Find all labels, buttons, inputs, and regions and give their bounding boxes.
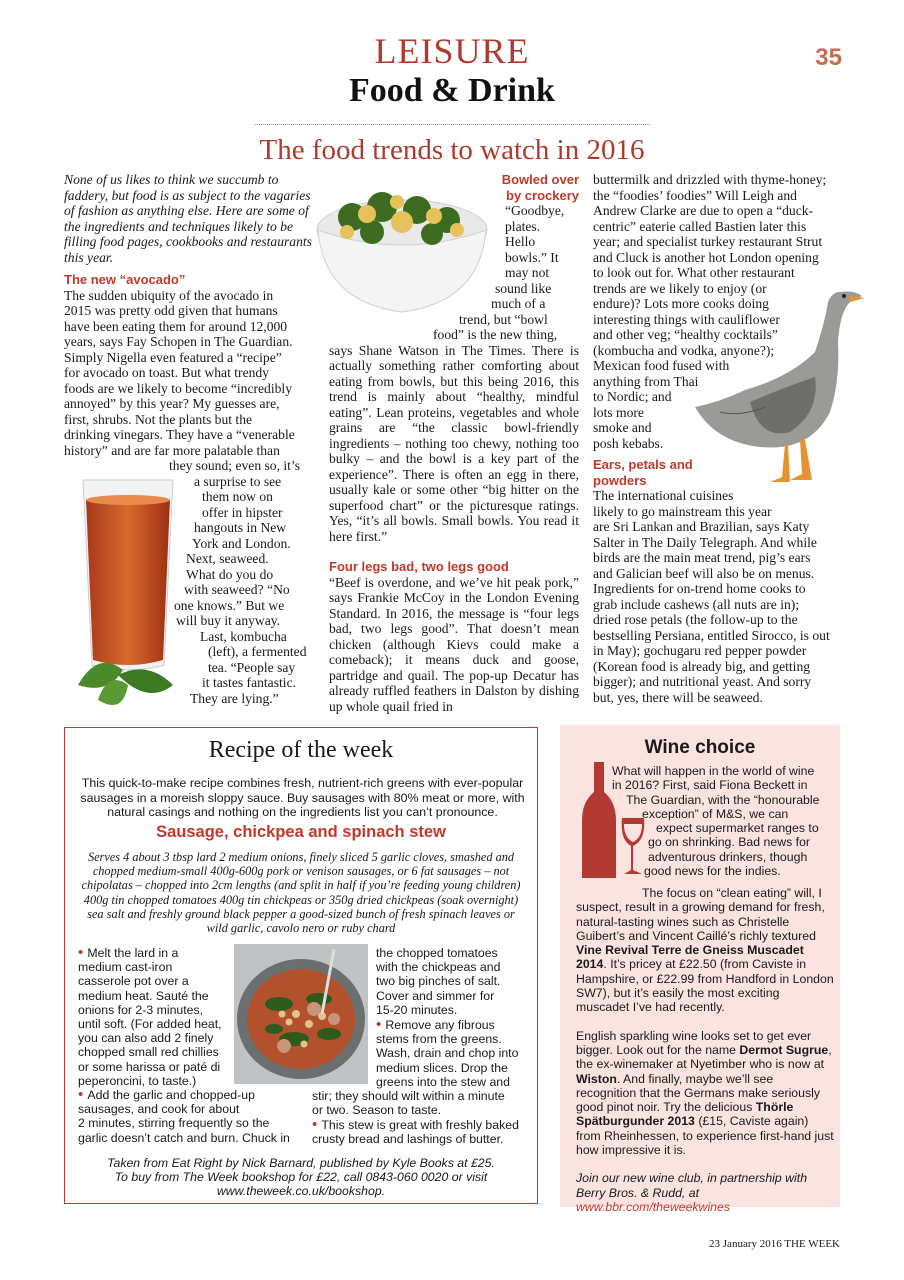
step-line xyxy=(78,1088,308,1102)
body-line: history” and are far more palatable than xyxy=(64,442,280,458)
step-line: Cover and simmer for xyxy=(376,988,495,1003)
body-line: posh kebabs. xyxy=(593,435,664,451)
body-line: The international cuisines xyxy=(593,488,734,503)
bullet-icon: • xyxy=(78,944,88,961)
body-line: they sound; even so, it’s xyxy=(169,458,301,473)
body-line: (left), a fermented xyxy=(208,644,307,659)
step-line: medium cast-iron xyxy=(78,960,173,975)
body-line: sound like xyxy=(495,280,552,296)
body-line: much of a xyxy=(491,296,546,311)
body-line: are Sri Lankan and Brazilian, says Katy xyxy=(593,519,810,534)
step-line-text: This stew is great with freshly baked xyxy=(321,1118,519,1132)
body-line: one knows.” But we xyxy=(174,597,285,613)
recipe-step-4 xyxy=(312,1118,532,1146)
body-line: foods are we likely to become “incredibly xyxy=(64,380,292,396)
body-line: them now on xyxy=(202,489,273,504)
body-line: and Cluck is another hot London opening xyxy=(593,249,819,265)
section-title: LEISURE xyxy=(374,31,530,71)
bullet-icon: • xyxy=(376,1016,386,1033)
body-line: Simply Nigella even featured a “recipe” xyxy=(64,349,282,365)
bowls-body: says Shane Watson in The Times. There is actually something rather comforting about eating from bowls, but this being 2016, this trend is mainly about “healthy, mindful eating”. Lean proteins, vegetables and whole grains are “the classic bowl-friendly ingredients – nothing too chewy, nothing too bulky – and the bowl is a key part of the experience”. There is often an egg in there, usually kale or some other “big hitter on the superfood chart” or the picturesque ratings. Yes, “it’s all bowls. Small bowls. You read it here first.” xyxy=(329,342,579,544)
recipe-dish-name: Sausage, chickpea and spinach stew xyxy=(156,823,446,841)
body-line: plates. xyxy=(505,218,541,234)
step-line: until soft. (For added heat, xyxy=(78,1017,222,1032)
body-line: anything from Thai xyxy=(593,373,699,389)
body-line: birds are the main meat trend, pig’s ears xyxy=(593,550,811,565)
recipe-intro: This quick-to-make recipe combines fresh, nutrient-rich greens with ever-popular sausages in a moreish sloppy sauce. Buy sausages with 80% meat or more, with natural casings and nothing on the ingredients list you can’t pronounce. xyxy=(80,776,525,819)
subhead-bowled-2: by crockery xyxy=(506,187,579,203)
step-line: onions for 2-3 minutes, xyxy=(78,1002,204,1017)
body-line: The sudden ubiquity of the avocado in xyxy=(64,287,274,303)
wine-p3-text-3: . And finally, maybe we’ll see recognition that the Germans make seriously good pinot noir. Try the delicious xyxy=(576,1071,821,1115)
wine-para-1 xyxy=(612,764,834,878)
body-line: smoke and xyxy=(593,420,652,435)
body-line: it tastes fantastic. xyxy=(202,675,296,690)
wine-p2-text: The focus on “clean eating” will, I suspect, result in a growing demand for fresh, natural-tasting wines such as Christelle Guibert’s and Vincent Caillé’s richly textured xyxy=(576,886,825,943)
wine-line: The Guardian, with the “honourable xyxy=(626,792,820,807)
recipe-title: Recipe of the week xyxy=(208,737,394,763)
step-line: peperoncini, to taste.) xyxy=(78,1073,197,1088)
body-line: first, shrubs. Not the plants but the xyxy=(64,411,253,427)
step-line: the chopped tomatoes xyxy=(376,946,498,960)
body-line: tea. “People say xyxy=(208,659,296,675)
recipe-step-2 xyxy=(78,1088,308,1145)
body-line: trends are we likely to enjoy (or xyxy=(593,280,767,296)
step-line: you can also add 2 finely xyxy=(78,1031,214,1046)
step-line: stir; they should wilt within a minute xyxy=(312,1089,505,1103)
body-line: What do you do xyxy=(186,566,274,582)
body-line: “Goodbye, xyxy=(505,203,565,218)
header-divider xyxy=(255,124,650,125)
col3-bottom-text xyxy=(593,488,853,705)
body-line: bigger); and nutritional yeast. And sorry xyxy=(593,674,812,689)
body-line: but, yes, there will be seaweed. xyxy=(593,689,763,705)
wine-p3-text: English sparkling wine looks set to get ever bigger. Look out for the name xyxy=(576,1028,812,1057)
step-line: casserole pot over a xyxy=(78,974,189,989)
body-line: trend, but “bowl xyxy=(459,311,548,327)
body-line: likely to go mainstream this year xyxy=(593,503,772,519)
body-line: Hello xyxy=(505,234,536,249)
body-line: a surprise to see xyxy=(194,473,282,489)
body-line: Andrew Clarke are due to open a “duck- xyxy=(593,203,814,218)
bullet-icon: • xyxy=(312,1116,322,1133)
body-line: will buy it anyway. xyxy=(176,613,281,628)
page-number: 35 xyxy=(815,44,842,71)
body-line: may not xyxy=(505,265,550,280)
wine-line: in 2016? First, said Fiona Beckett in xyxy=(612,778,808,793)
step-line: stems from the greens. xyxy=(376,1032,502,1047)
body-line: Salter in The Daily Telegraph. And while xyxy=(593,534,817,550)
body-line: with seaweed? “No xyxy=(184,582,290,597)
body-line: offer in hipster xyxy=(202,504,283,520)
body-line: for avocado on toast. But what trendy xyxy=(64,365,269,380)
step-line: sausages, and cook for about xyxy=(78,1102,240,1117)
wine-line: go on shrinking. Bad news for xyxy=(648,835,811,850)
wine-club-text: Join our new wine club, in partnership with Berry Bros. & Rudd, at xyxy=(576,1171,808,1200)
intro-text: None of us likes to think we succumb to faddery, but food is as subject to the vagaries of fashion as anything else. Here are some of the ingredients and techniques likely to be filling food pages, cookbooks and restaurants this year. xyxy=(64,172,312,265)
recipe-step-3 xyxy=(376,1018,526,1089)
credit-line: Taken from Eat Right by Nick Barnard, published by Kyle Books at £25. xyxy=(107,1156,495,1170)
step-line: medium heat. Sauté the xyxy=(78,988,209,1003)
step-line-text: Remove any fibrous xyxy=(385,1018,495,1032)
kombucha-glass-image xyxy=(68,470,188,720)
body-line: Ingredients for on-trend home cooks to xyxy=(593,581,806,596)
wine-line: good news for the indies. xyxy=(644,864,781,879)
step-line: two big pinches of salt. xyxy=(376,974,501,989)
body-line: lots more xyxy=(593,404,644,420)
body-line: 2015 was pretty odd given that humans xyxy=(64,303,278,318)
body-line: in May); gochugaru red pepper powder xyxy=(593,643,807,658)
wine-line: What will happen in the world of wine xyxy=(612,764,815,778)
step-line xyxy=(312,1118,532,1132)
step-line: 15-20 minutes. xyxy=(376,1002,458,1017)
wine-body xyxy=(576,886,834,1214)
body-line: (kombucha and vodka, anyone?); xyxy=(593,342,775,358)
body-line: drinking vinegars. They have a “venerable xyxy=(64,427,295,442)
body-line: bestselling Persiana, entitled Sirocco, is out xyxy=(593,627,830,643)
recipe-step-3-cont xyxy=(312,1089,532,1117)
step-line: or two. Season to taste. xyxy=(312,1103,442,1118)
bullet-icon: • xyxy=(78,1086,88,1103)
subhead-bowled: Bowled over xyxy=(501,172,579,187)
body-line: annoyed” by this year? My guesses are, xyxy=(64,396,280,411)
step-line: medium slices. Drop the xyxy=(376,1060,508,1075)
step-line: garlic doesn’t catch and burn. Chuck in xyxy=(78,1130,290,1145)
subhead-four-legs: Four legs bad, two legs good xyxy=(329,559,509,574)
body-line: Next, seaweed. xyxy=(186,551,269,566)
body-line: (Korean food is already big, and getting xyxy=(593,658,811,674)
goose-image xyxy=(690,282,870,497)
wine-club-link[interactable]: www.bbr.com/theweekwines xyxy=(576,1199,730,1214)
body-line: buttermilk and drizzled with thyme-honey; xyxy=(593,172,827,187)
body-line: have been eating them for around 12,000 xyxy=(64,318,288,334)
recipe-step-1 xyxy=(78,946,238,1088)
wine-p3-text-4: (£15, Caviste again) from Rheinhessen, to experience first-hand just how impressive it is. xyxy=(576,1114,834,1158)
wine-vine-revival: Vine Revival Terre de Gneiss Muscadet 2014 xyxy=(576,943,804,972)
article-headline: The food trends to watch in 2016 xyxy=(259,134,645,166)
four-legs-body: “Beef is overdone, and we’ve hit peak pork,” says Frankie McCoy in the London Evening Standard. In 2016, the message is “four legs bad, two legs good”. That doesn’t mean chicken (although Kievs could make a comeback); it means duck and goose, partridge and quail. The pop-up Decatur has already ruffled feathers in Dalston by dishing up whole quail fried in xyxy=(329,574,579,714)
wine-line: expect supermarket ranges to xyxy=(656,821,819,836)
body-line: and other veg; “healthy cocktails” xyxy=(593,327,778,342)
credit-line: To buy from The Week bookshop for £22, call 0843-060 0020 or visit xyxy=(114,1170,488,1185)
body-line: year; and specialist turkey restaurant Strut xyxy=(593,234,823,249)
col1-body xyxy=(64,288,312,459)
body-line: bowls.” It xyxy=(505,249,559,265)
recipe-step-2-cont xyxy=(376,946,526,1017)
step-line xyxy=(376,1018,526,1032)
subhead-avocado: The new “avocado” xyxy=(64,272,186,287)
wine-thorle: Thörle Spätburgunder 2013 xyxy=(576,1100,794,1129)
body-line: dried rose petals (the follow-up to the xyxy=(593,612,798,627)
body-line: and Galician beef will also be on menus. xyxy=(593,565,815,581)
page-footer: 23 January 2016 THE WEEK xyxy=(709,1238,840,1250)
step-line: crusty bread and lashings of butter. xyxy=(312,1132,504,1147)
body-line: the “foodies’ foodies” Will Leigh and xyxy=(593,187,797,203)
body-line: to Nordic; and xyxy=(593,389,672,404)
step-line-text: Melt the lard in a xyxy=(87,946,179,960)
body-line: years, says Fay Schopen in The Guardian. xyxy=(64,334,293,349)
step-line: greens into the stew and xyxy=(376,1074,510,1089)
subsection-title: Food & Drink xyxy=(349,72,555,109)
body-line: endure)? Lots more cooks doing xyxy=(593,296,769,311)
body-line: grab include cashews (all nuts are in); xyxy=(593,596,800,612)
body-line: Mexican food fused with xyxy=(593,358,730,373)
subhead-ears: Ears, petals and xyxy=(593,457,693,472)
wine-line: adventurous drinkers, though xyxy=(648,849,808,864)
subhead-ears-2: powders xyxy=(593,472,647,488)
body-line: interesting things with cauliflower xyxy=(593,311,780,327)
stew-image xyxy=(234,944,368,1084)
body-line: York and London. xyxy=(192,535,291,551)
wine-p3-text-2: , the ex-winemaker at Nyetimber who is now at xyxy=(576,1042,832,1072)
bowl-image xyxy=(312,172,492,320)
credit-line: www.theweek.co.uk/bookshop. xyxy=(216,1184,386,1199)
body-line: hangouts in New xyxy=(194,520,287,535)
wine-dermot: Dermot Sugrue xyxy=(739,1042,829,1057)
wine-line: exception” of M&S, we can xyxy=(642,806,789,821)
step-line: Wash, drain and chop into xyxy=(376,1046,519,1061)
wine-p2-text-2: . It’s pricey at £22.50 (from Caviste in Hampshire, or £22.99 from Handford in London SW7), but it’s easily the most exciting muscadet I’ve had recently. xyxy=(576,957,834,1015)
step-line: chopped small red chillies xyxy=(78,1045,219,1060)
recipe-credit xyxy=(78,1156,524,1199)
recipe-ingredients: Serves 4 about 3 tbsp lard 2 medium onions, finely sliced 5 garlic cloves, smashed and chopped medium-small 400g-600g pork or venison sausages, or 6 fat sausages – not chipolatas – chopped into 2cm lengths (and split in half if you’re feeding young children) 400g tin chopped tomatoes 400g tin chickpeas or 350g dried chickpeas (soak overnight) sea salt and freshly ground black pepper a good-sized bunch of fresh spinach leaves or wild garlic, cavolo nero or ruby chard xyxy=(81,850,521,936)
body-line: to look out for. What other restaurant xyxy=(593,265,795,280)
body-line: food” is the new thing, xyxy=(433,327,558,342)
step-line: with the chickpeas and xyxy=(376,960,501,975)
step-line: or some harissa or paté di xyxy=(78,1059,221,1074)
step-line xyxy=(78,946,238,960)
step-line: 2 minutes, stirring frequently so the xyxy=(78,1116,270,1131)
wine-wiston: Wiston xyxy=(576,1071,617,1086)
body-line: centric” eaterie called Bastien later this xyxy=(593,218,807,234)
body-line: They are lying.” xyxy=(190,690,279,706)
body-line: Last, kombucha xyxy=(200,628,287,644)
step-line-text: Add the garlic and chopped-up xyxy=(87,1088,255,1102)
wine-title: Wine choice xyxy=(644,737,756,758)
